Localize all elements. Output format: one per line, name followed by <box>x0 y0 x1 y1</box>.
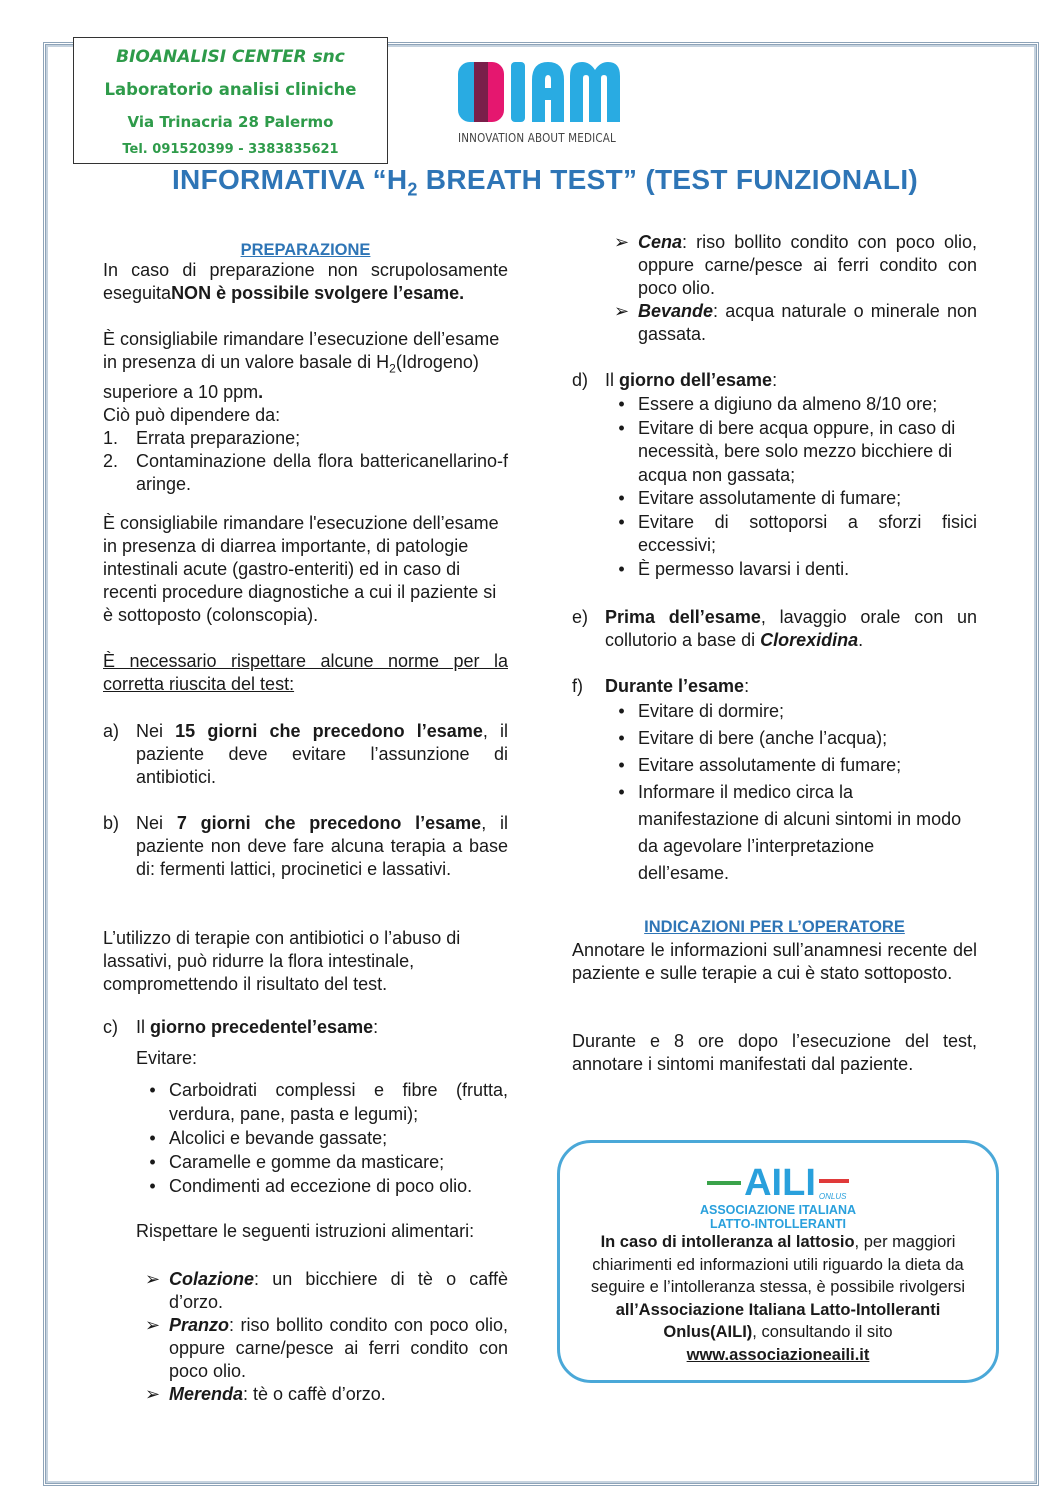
bullet-icon: • <box>149 1128 156 1148</box>
list-marker: c) <box>103 1017 118 1037</box>
list-text: Evitare di dormire; <box>638 701 785 721</box>
meal-name: Pranzo <box>169 1315 230 1335</box>
aili-website-link[interactable]: www.associazioneaili.it <box>686 1345 870 1364</box>
list-text: Informare il medico circa la manifestazione di alcuni sintomi in modo da agevolare l’interpretazione dell’esame. <box>638 782 962 883</box>
text: . <box>858 630 864 650</box>
text: : <box>772 370 778 390</box>
aili-onlus: ONLUS <box>818 1192 847 1201</box>
meal-name: Cena <box>638 232 683 252</box>
list-text: Caramelle e gomme da masticare; <box>169 1152 445 1172</box>
bullet-icon: • <box>618 394 625 414</box>
basal-value-paragraph <box>103 328 508 496</box>
bullet-icon: • <box>618 728 625 748</box>
list-item <box>605 300 977 346</box>
bold-text: Prima dell’esame <box>605 607 761 627</box>
text: Il <box>605 370 620 390</box>
meal-text: : un bicchiere di tè o caffè d’orzo. <box>169 1269 508 1312</box>
text: In caso di preparazione non scrupolosamente eseguita <box>103 260 508 303</box>
meals-list <box>103 1268 508 1406</box>
title-part: BREATH TEST” (TEST FUNZIONALI) <box>417 164 919 195</box>
bold-text: all’Associazione Italiana Latto-Intolleranti Onlus(AILI) <box>615 1300 941 1341</box>
aili-logo <box>560 1163 996 1203</box>
italic-text: Clorexidina <box>760 630 859 650</box>
meal-name: Merenda <box>169 1384 244 1404</box>
item-b <box>103 812 508 881</box>
text: , il paziente non deve fare alcuna terapia a base di: fermenti lattici, procinetici e lassativi. <box>136 813 509 879</box>
text: Nei <box>136 721 176 741</box>
list-text: Evitare di bere (anche l’acqua); <box>638 728 888 748</box>
list-item <box>605 417 977 488</box>
avoid-list <box>103 1078 508 1198</box>
item-f <box>572 675 977 698</box>
item-e <box>572 606 977 652</box>
bullet-icon: • <box>618 511 625 532</box>
list-text: Alcolici e bevande gassate; <box>169 1128 388 1148</box>
iam-logo <box>458 62 623 152</box>
meal-text: : riso bollito condito con poco olio, oppure carne/pesce ai ferri condito con poco olio. <box>638 232 977 298</box>
meal-name: Colazione <box>169 1269 255 1289</box>
bullet-icon: • <box>149 1152 156 1172</box>
item-a <box>103 720 508 789</box>
list-text: Essere a digiuno da almeno 8/10 ore; <box>638 394 938 414</box>
bold-text: Durante l’esame <box>605 676 745 696</box>
list-text: È permesso lavarsi i denti. <box>638 558 850 579</box>
text: , consultando il sito <box>752 1323 893 1341</box>
operator-heading: INDICAZIONI PER L’OPERATORE <box>644 918 905 936</box>
operator-paragraph-1: Annotare le informazioni sull’anamnesi recente del paziente e sulle terapie a cui è stato sottoposto. <box>572 940 977 983</box>
rules-paragraph: È necessario rispettare alcune norme per la corretta riuscita del test: <box>103 651 508 694</box>
title-part: INFORMATIVA “H <box>171 164 408 195</box>
item-c <box>103 1016 508 1039</box>
list-marker: 2. <box>103 450 119 471</box>
list-marker: a) <box>103 721 120 741</box>
list-item <box>136 1383 508 1406</box>
logo-tagline: INNOVATION ABOUT MEDICAL <box>458 130 617 145</box>
text: : <box>373 1017 379 1037</box>
lab-phone: Tel. 091520399 - 3383835621 <box>122 142 339 157</box>
operator-paragraph-2: Durante e 8 ore dopo l’esecuzione del test, annotare i sintomi manifestati dal paziente. <box>572 1031 977 1074</box>
aili-info-box <box>557 1140 999 1383</box>
aili-org-line-2: LATTO-INTOLLERANTI <box>709 1217 847 1231</box>
text: : <box>744 676 750 696</box>
list-text: Evitare di bere acqua oppure, in caso di necessità, bere solo mezzo bicchiere di acqua non gassata; <box>638 417 956 485</box>
list-text: Evitare assolutamente di fumare; <box>638 488 902 508</box>
meal-name: Bevande <box>638 301 714 321</box>
bullet-icon: • <box>149 1176 156 1196</box>
bold-text: In caso di intolleranza al lattosio <box>600 1233 855 1251</box>
aili-logo-text: AILI <box>744 1162 816 1204</box>
list-item <box>605 511 977 558</box>
meal-text: : riso bollito condito con poco olio, oppure carne/pesce ai ferri condito con poco olio. <box>169 1315 508 1381</box>
list-marker: f) <box>572 676 583 696</box>
lab-name: BIOANALISI CENTER snc <box>116 47 345 67</box>
aili-org-line-1: ASSOCIAZIONE ITALIANA <box>699 1203 857 1217</box>
arrow-icon: ➢ <box>144 1269 161 1289</box>
list-marker: 1. <box>103 427 119 448</box>
text: Il <box>136 1017 151 1037</box>
list-text: Evitare di sottoporsi a sforzi fisici eccessivi; <box>638 511 977 555</box>
period: . <box>258 381 264 402</box>
lab-header-box <box>73 37 388 164</box>
diarrhea-paragraph: È consigliabile rimandare l'esecuzione dell’esame in presenza di diarrea importante, di patologie intestinali acute (gastro-enteriti) ed in caso di recenti procedure diagnostiche a cui il paziente si è sottoposto (colonscopia). <box>103 513 499 625</box>
iam-logo-icon <box>458 62 623 124</box>
item-d <box>572 369 977 392</box>
list-text: Evitare assolutamente di fumare; <box>638 755 902 775</box>
bold-text: giorno dell’esame <box>619 370 773 390</box>
list-item <box>605 779 965 887</box>
green-line-icon <box>707 1181 741 1185</box>
bullet-icon: • <box>618 488 625 508</box>
list-item <box>103 427 508 450</box>
bullet-icon: • <box>149 1080 156 1100</box>
antibiotics-paragraph: L’utilizzo di terapie con antibiotici o l’abuso di lassativi, può ridurre la flora intestinale, compromettendo il risultato del test. <box>103 928 461 994</box>
avoid-label: Evitare: <box>136 1048 198 1068</box>
page-title <box>60 164 1030 201</box>
list-marker: d) <box>572 370 589 390</box>
text: Nei <box>136 813 177 833</box>
list-item <box>136 1126 508 1150</box>
meal-text: : acqua naturale o minerale non gassata. <box>638 301 977 344</box>
list-text: Errata preparazione; <box>136 427 301 448</box>
bullet-icon: • <box>618 417 625 438</box>
lab-address: Via Trinacria 28 Palermo <box>127 113 334 131</box>
lab-subtitle: Laboratorio analisi cliniche <box>104 80 357 99</box>
list-item <box>605 231 977 300</box>
list-text: Condimenti ad eccezione di poco olio. <box>169 1176 473 1196</box>
arrow-icon: ➢ <box>144 1315 161 1335</box>
list-item <box>605 698 977 725</box>
list-item <box>605 558 977 582</box>
red-line-icon <box>819 1179 849 1183</box>
list-item <box>136 1268 508 1314</box>
list-item <box>136 1150 508 1174</box>
arrow-icon: ➢ <box>613 232 630 252</box>
text: È consigliabile rimandare l’esecuzione dell’esame in presenza di un valore basale di H <box>103 329 500 372</box>
arrow-icon: ➢ <box>144 1384 161 1404</box>
preparation-heading: PREPARAZIONE <box>240 241 371 259</box>
bullet-icon: • <box>618 558 625 579</box>
list-text: Contaminazione della flora battericanellarino-faringe. <box>136 450 508 494</box>
bullet-icon: • <box>618 782 625 802</box>
list-item <box>605 752 977 779</box>
bold-text: 7 giorni che precedono l’esame <box>176 813 482 833</box>
list-item <box>605 725 977 752</box>
intro-paragraph <box>103 259 508 305</box>
bullet-icon: • <box>618 755 625 775</box>
list-item <box>136 1174 508 1198</box>
title-subscript: 2 <box>407 179 418 200</box>
list-text: Carboidrati complessi e fibre (frutta, verdura, pane, pasta e legumi); <box>169 1080 508 1124</box>
during-exam-list <box>572 698 977 887</box>
list-item <box>605 393 977 417</box>
aili-text <box>560 1231 996 1366</box>
exam-day-list <box>572 393 977 581</box>
text: , il paziente deve evitare l’assunzione di antibiotici. <box>136 721 508 787</box>
bold-text: giorno precedentel’esame <box>150 1017 374 1037</box>
list-item <box>136 1314 508 1383</box>
text: , lavaggio orale con un collutorio a base di <box>605 607 977 650</box>
list-item <box>136 1078 508 1126</box>
subscript: 2 <box>389 361 396 376</box>
bold-text: 15 giorni che precedono l’esame <box>175 721 483 741</box>
text: , per maggiori chiarimenti ed informazioni utili riguardo la dieta da seguire e l’intolleranza stessa, è possibile rivolgersi <box>590 1233 966 1296</box>
meal-text: : tè o caffè d’orzo. <box>243 1384 386 1404</box>
arrow-icon: ➢ <box>613 301 630 321</box>
bold-text: NON è possibile svolgere l’esame. <box>171 283 465 303</box>
text: (Idrogeno) superiore a 10 ppm <box>103 352 479 402</box>
list-item <box>103 450 508 496</box>
meals-list-continued <box>572 231 977 346</box>
list-item <box>605 487 977 511</box>
bullet-icon: • <box>618 701 625 721</box>
text: Ciò può dipendere da: <box>103 404 281 425</box>
list-marker: e) <box>572 607 589 627</box>
list-marker: b) <box>103 813 120 833</box>
instructions-label: Rispettare le seguenti istruzioni alimentari: <box>136 1221 475 1241</box>
